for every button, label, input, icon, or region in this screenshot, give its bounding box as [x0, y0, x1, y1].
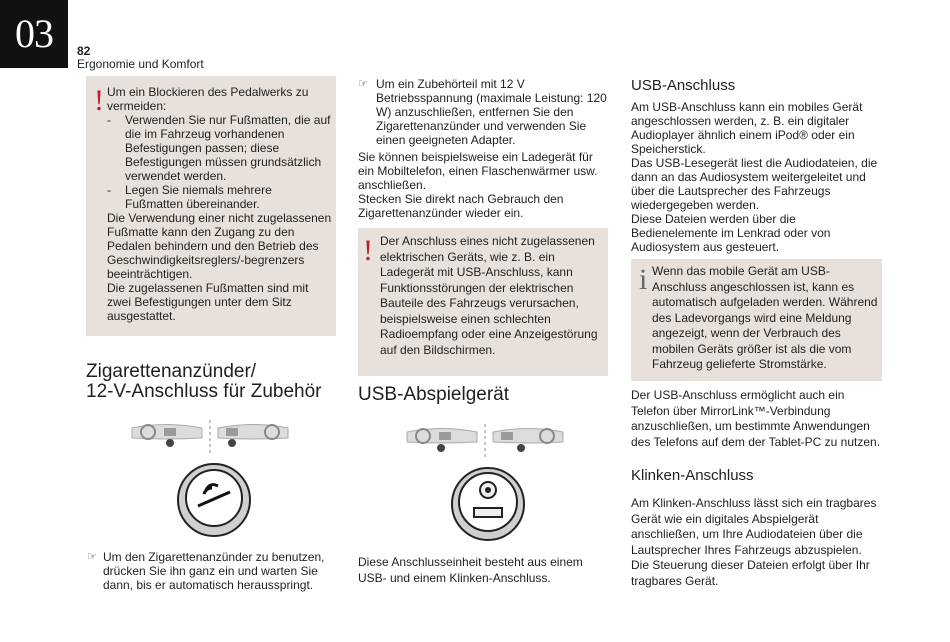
- pointing-hand-icon: ☞: [358, 78, 368, 90]
- car-interior-lhd-icon: [407, 429, 477, 453]
- usb-charger-warning-text: Der Anschluss eines nicht zugelassenen elektrischen Geräts, wie z. B. ein Ladegerät mit USB-Anschluss, kann Funktionsstörungen der elektrischen Bauteile des Fahrzeugs verursachen, beispielsweise einen schlechten Radioempfang oder eine Anzeigestörung auf den Bildschirmen.: [380, 234, 598, 357]
- cigarette-lighter-heading: Zigarettenanzünder/ 12-V-Anschluss für Zubehör: [86, 361, 322, 402]
- usb-location-diagram: [405, 422, 565, 462]
- usb-unit-caption: Diese Anschlusseinheit besteht aus einem USB- und einem Klinken-Anschluss.: [358, 555, 583, 585]
- car-interior-lhd-icon: [132, 425, 202, 448]
- accessory-paragraph: Stecken Sie direkt nach Gebrauch den Zigarettenanzünder wieder ein.: [358, 192, 564, 220]
- usb-paragraph: Das USB-Lesegerät liest die Audiodateien, die dann an das Audiosystem weitergeleitet und über die Lautsprecher des Fahrzeugs wiedergegeben werden.: [631, 156, 878, 212]
- pointing-hand-icon: ☞: [87, 551, 97, 563]
- usb-paragraph: Diese Dateien werden über die Bedienelemente im Lenkrad oder von Audiosystem aus gesteuert.: [631, 212, 831, 254]
- charging-info-text: Wenn das mobile Gerät am USB-Anschluss angeschlossen ist, kann es automatisch aufgeladen werden. Während des Ladevorgangs wird eine Meldung angezeigt, wenn der Verbrauch des mobilen Geräts größer ist als die vom Fahrzeug gelieferte Stromstärke.: [652, 264, 878, 371]
- car-interior-rhd-icon: [218, 425, 288, 448]
- section-title: Ergonomie und Komfort: [77, 57, 204, 71]
- chapter-number: 03: [0, 0, 68, 68]
- warning-list-item: - Legen Sie niemals mehrere Fußmatten übereinander.: [107, 183, 333, 211]
- info-icon: i: [639, 263, 648, 296]
- warning-paragraph: Die zugelassenen Fußmatten sind mit zwei Befestigungen unter dem Sitz ausgestattet.: [107, 281, 309, 323]
- jack-port-heading: Klinken-Anschluss: [631, 467, 754, 484]
- warning-list: [107, 113, 333, 211]
- pedal-warning-box: [86, 76, 336, 336]
- accessory-paragraph: Sie können beispielsweise ein Ladegerät für ein Mobiltelefon, einen Flaschenwärmer usw. anschließen.: [358, 150, 598, 192]
- usb-player-heading: USB-Abspielgerät: [358, 384, 510, 405]
- page-number: 82: [77, 44, 91, 58]
- usb-port-icon: [474, 508, 502, 517]
- usb-port-illustration: [450, 466, 526, 542]
- usb-paragraph: Am USB-Anschluss kann ein mobiles Gerät angeschlossen werden, z. B. ein digitaler Audioplayer ähnlich einem iPod® oder ein Speicherstick.: [631, 100, 863, 156]
- mirrorlink-paragraph: Der USB-Anschluss ermöglicht auch ein Telefon über MirrorLink™-Verbindung anzuschließen, um bestimmte Anwendungen des Telefons auf dem der Tablet-PC zu nutzen.: [631, 388, 881, 449]
- car-interior-rhd-icon: [493, 429, 563, 453]
- jack-paragraph: Am Klinken-Anschluss lässt sich ein tragbares Gerät wie ein digitales Abspielgerät anschließen, um Ihre Audiodateien über die Lautsprecher Ihres Fahrzeugs abzuspielen. Die Steuerung dieser Dateien erfolgt über Ihr tragbares Gerät.: [631, 496, 877, 588]
- accessory-instruction: ☞ Um ein Zubehörteil mit 12 V Betriebsspannung (maximale Leistung: 120 W) anzuschließen, entfernen Sie den Zigarettenanzünder und verwenden Sie einen geeigneten Adapter.: [358, 77, 607, 147]
- charging-info-box: [631, 259, 882, 381]
- warning-exclamation-icon: !: [363, 234, 373, 267]
- cigarette-lighter-illustration: [176, 462, 252, 538]
- usb-charger-warning-box: [358, 228, 608, 376]
- lighter-instruction: ☞ Um den Zigarettenanzünder zu benutzen, drücken Sie ihn ganz ein und warten Sie dann, bis er automatisch herausspringt.: [87, 550, 325, 592]
- warning-exclamation-icon: !: [94, 84, 104, 117]
- warning-paragraph: Die Verwendung einer nicht zugelassenen Fußmatte kann den Zugang zu den Pedalen behindern und den Betrieb des Geschwindigkeitsreglers/-begrenzers beeinträchtigen.: [107, 211, 332, 281]
- warning-list-item: - Verwenden Sie nur Fußmatten, die auf die im Fahrzeug vorhandenen Befestigungen passen; diese Befestigungen müssen grundsätzlich verwendet werden.: [107, 113, 333, 183]
- warning-intro: Um ein Blockieren des Pedalwerks zu vermeiden:: [107, 85, 309, 113]
- lighter-location-diagram: [130, 418, 290, 458]
- usb-port-heading: USB-Anschluss: [631, 77, 736, 94]
